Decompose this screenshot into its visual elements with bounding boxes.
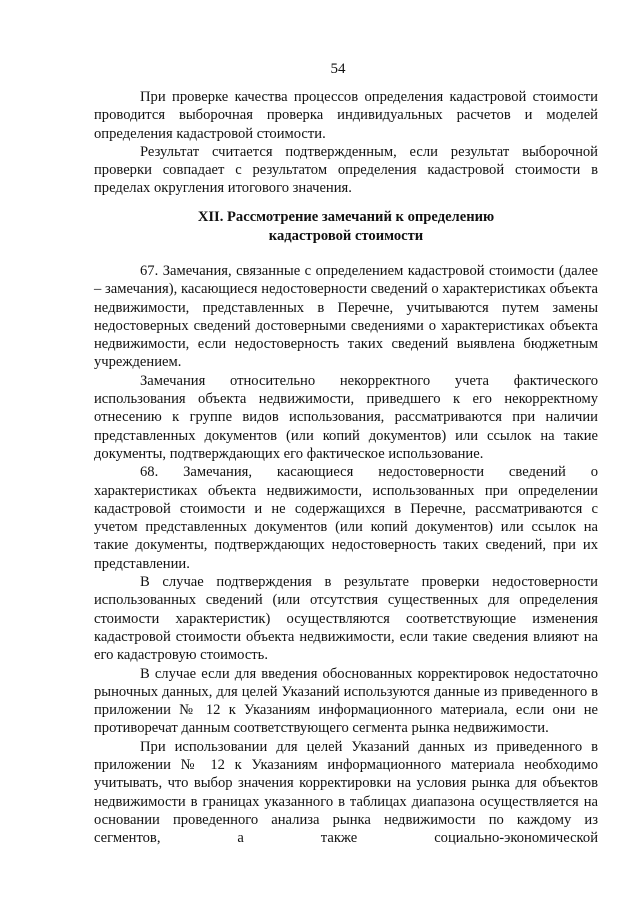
paragraph: В случае подтверждения в результате проверки недостоверности использованных сведений (или отсутствия существенных для определения стоимости характеристик) осуществляются соответствующие изменения кадастровой стоимости объекта недвижимости, если такие сведения влияют на его кадастровую стоимость. [94,574,598,664]
text-block-quality-check [94,88,598,198]
page-number: 54 [330,61,346,77]
paragraph: Замечания относительно некорректного учета фактического использования объекта недвижимости, приведшего к его некорректному отнесению к группе видов использования, рассматриваются при наличии представленных документов (или копий документов) или ссылок на такие документы, подтверждающих его фактическое использование. [94,372,598,462]
paragraph: При использовании для целей Указаний данных из приведенного в приложении № 12 к Указаниям информационного материала необходимо учитывать, что выбор значения корректировки на условия рынка для объектов недвижимости в границах указанного в таблицах диапазона осуществляется на основании проведенного анализа рынка недвижимости по каждому из сегментов, а также социально-экономической [94,738,598,847]
section-heading [94,208,598,245]
paragraph-68: 68. Замечания, касающиеся недостоверности сведений о характеристиках объекта недвижимости, использованных при определении кадастровой стоимости и не содержащихся в Перечне, рассматриваются с учетом представленных документов (или копий документов) или ссылок на такие документы, подтверждающих недостоверность таких сведений, при их представлении. [94,464,598,572]
paragraph: В случае если для введения обоснованных корректировок недостаточно рыночных данных, для целей Указаний используются данные из приведенного в приложении № 12 к Указаниям информационного материала, если они не противоречат данным соответствующего сегмента рынка недвижимости. [94,665,598,737]
paragraph-67: 67. Замечания, связанные с определением кадастровой стоимости (далее – замечания), касающиеся недостоверности сведений о характеристиках объекта недвижимости, представленных в Перечне, учитываются путем замены недостоверных сведений достоверными сведениями о характеристиках объекта недвижимости, если недостоверность таких сведений выявлена бюджетным учреждением. [94,263,598,371]
section-heading-line-2: кадастровой стоимости [268,227,424,244]
section-heading-line-1: XII. Рассмотрение замечаний к определению [197,209,495,225]
paragraph: При проверке качества процессов определения кадастровой стоимости проводится выборочная проверка индивидуальных расчетов и моделей определения кадастровой стоимости. [94,89,598,142]
text-block-remarks [94,262,598,848]
paragraph: Результат считается подтвержденным, если результат выборочной проверки совпадает с результатом определения кадастровой стоимости в пределах округления итогового значения. [94,143,598,197]
